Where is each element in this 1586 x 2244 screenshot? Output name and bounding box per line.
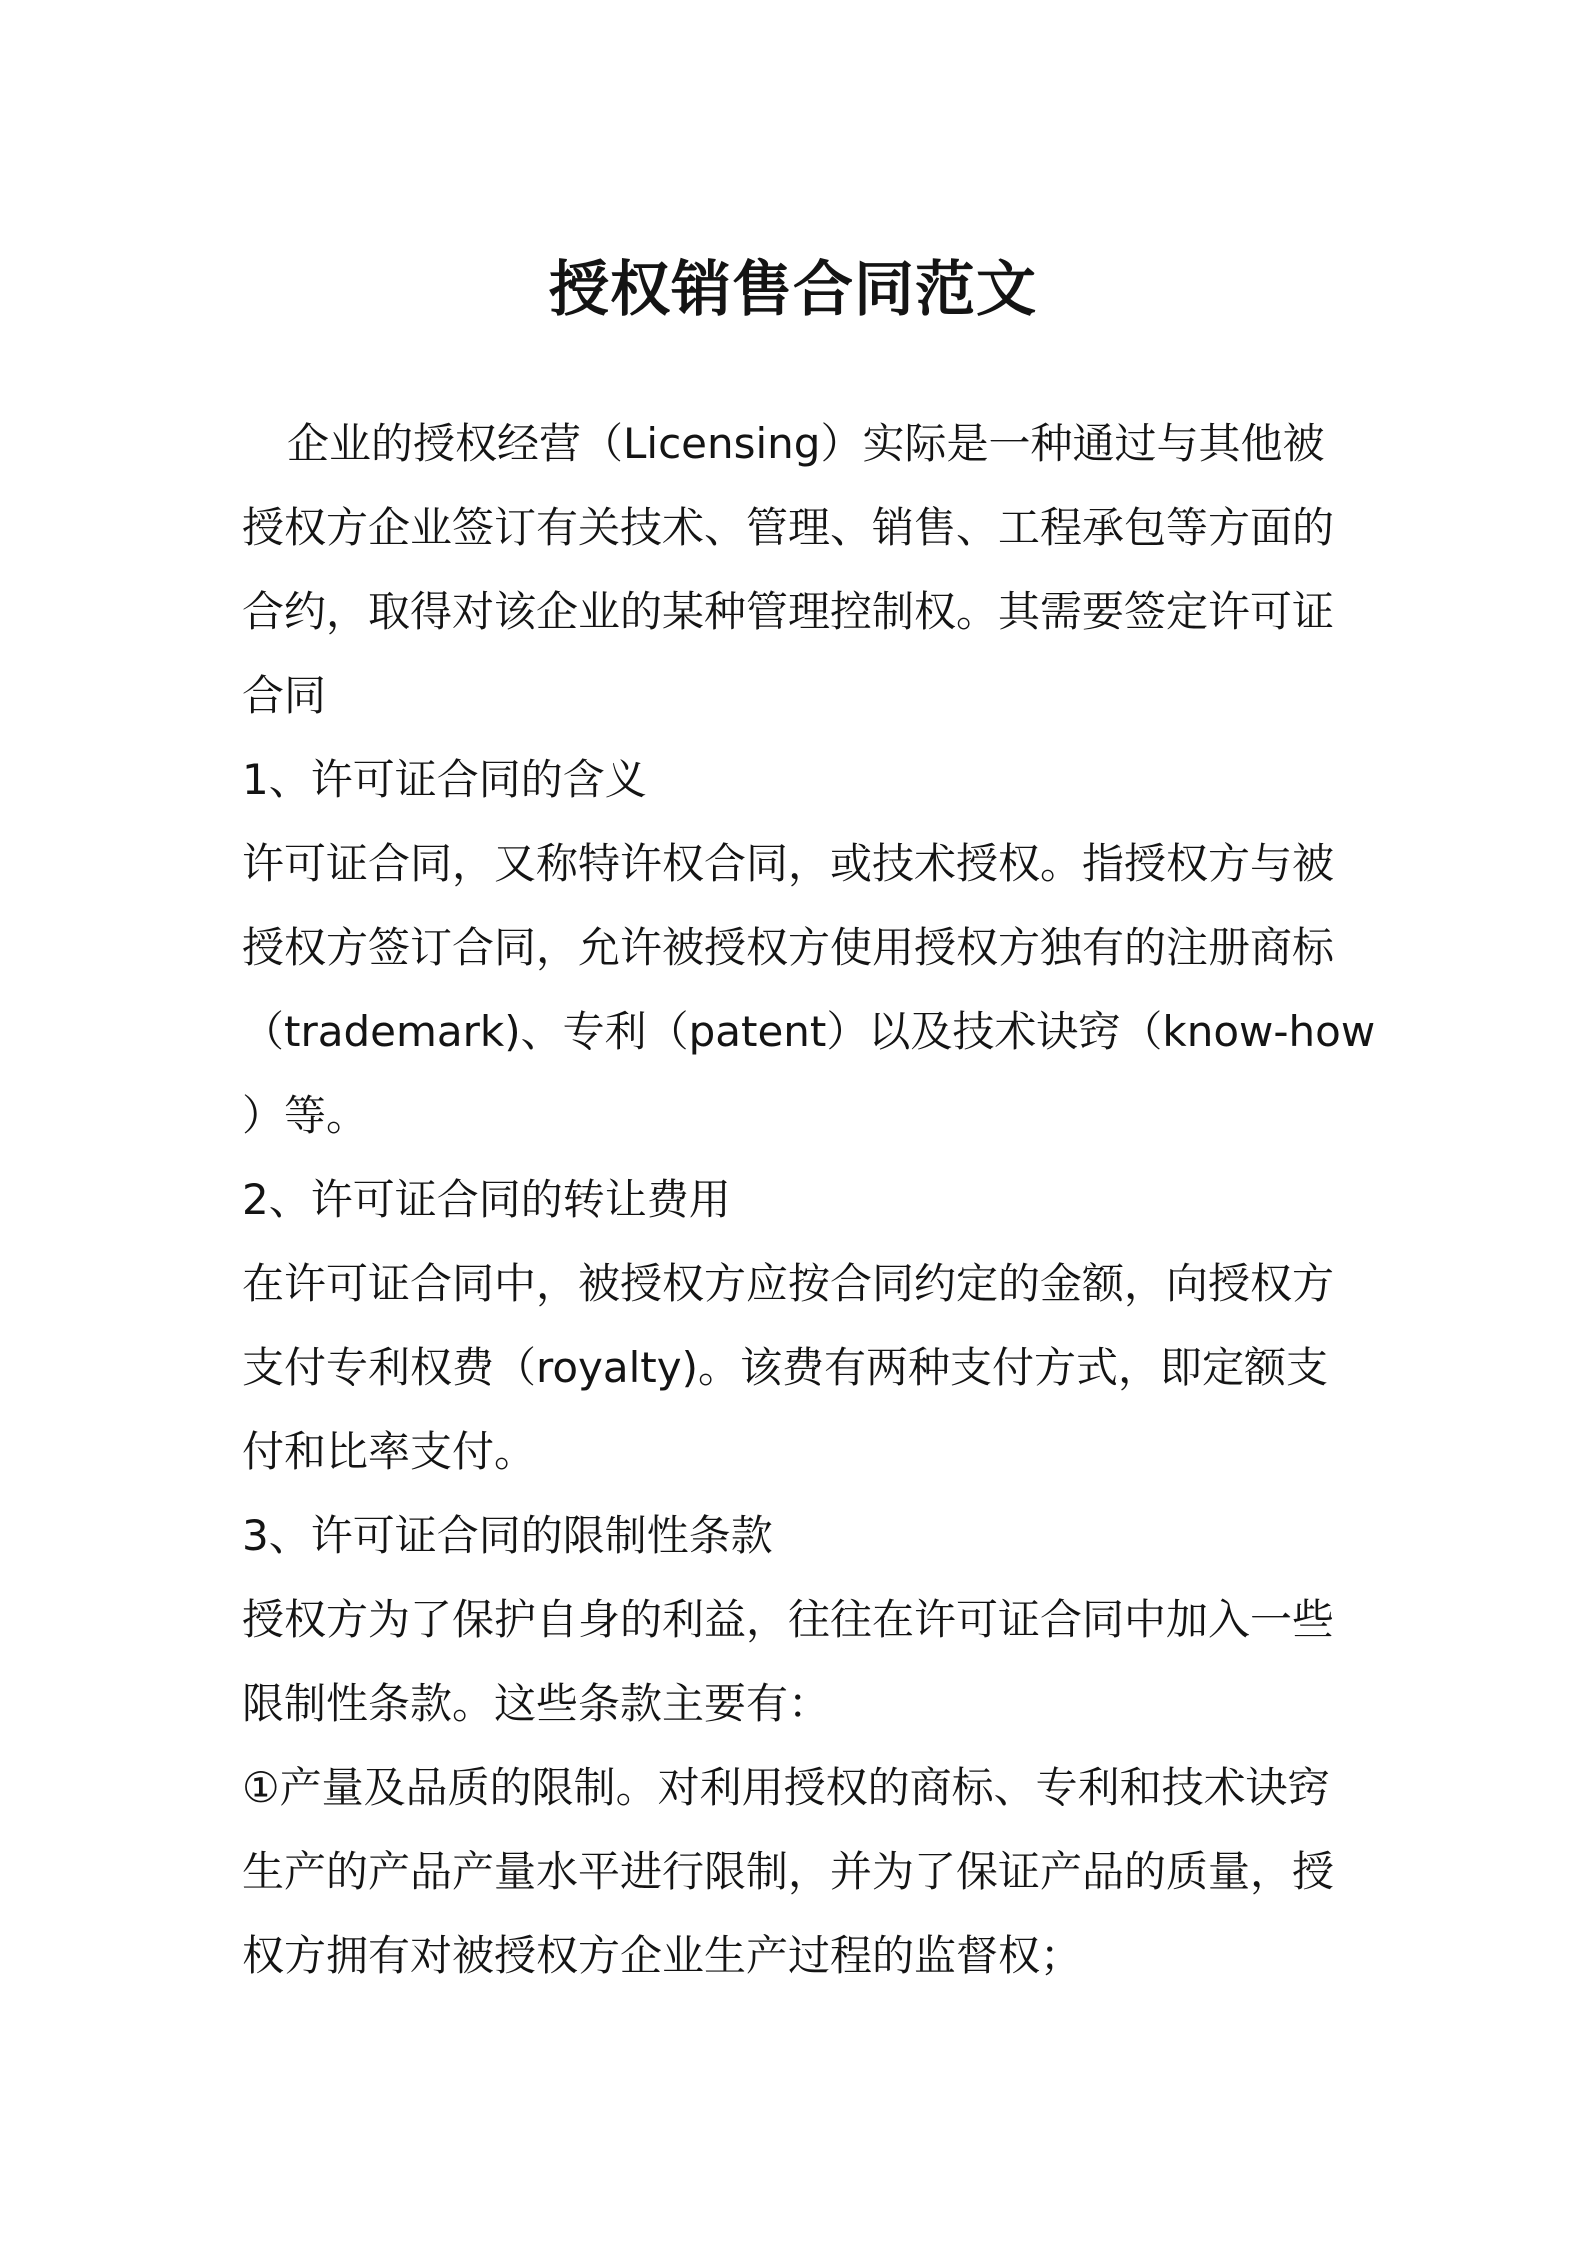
section-3-line-5: 权方拥有对被授权方企业生产过程的监督权；: [242, 1931, 1083, 1980]
document-title: 授权销售合同范文: [549, 255, 1037, 325]
paragraph-intro-line-2: 授权方企业签订有关技术、管理、销售、工程承包等方面的: [242, 503, 1335, 552]
section-1-line-1: 许可证合同，又称特许权合同，或技术授权。指授权方与被: [242, 839, 1335, 888]
section-2-line-2: 支付专利权费（royalty)。该费有两种支付方式，即定额支: [242, 1343, 1329, 1392]
section-heading-2: 2、许可证合同的转让费用: [242, 1175, 731, 1224]
section-1-line-4: ）等。: [242, 1091, 369, 1140]
section-1-line-3: （trademark)、专利（patent）以及技术诀窍（know-how: [242, 1007, 1376, 1056]
section-3-line-4: 生产的产品产量水平进行限制，并为了保证产品的质量，授: [242, 1847, 1335, 1896]
section-heading-3: 3、许可证合同的限制性条款: [242, 1511, 773, 1560]
section-1-line-2: 授权方签订合同，允许被授权方使用授权方独有的注册商标: [242, 923, 1335, 972]
section-3-line-2: 限制性条款。这些条款主要有：: [242, 1679, 831, 1728]
section-3-line-3: ①产量及品质的限制。对利用授权的商标、专利和技术诀窍: [242, 1763, 1330, 1812]
section-3-line-1: 授权方为了保护自身的利益，往往在许可证合同中加入一些: [242, 1595, 1335, 1644]
section-2-line-3: 付和比率支付。: [242, 1427, 537, 1476]
document-body: [242, 402, 1376, 1998]
paragraph-intro-line-1: 企业的授权经营（Licensing）实际是一种通过与其他被: [287, 419, 1325, 468]
paragraph-intro-line-4: 合同: [242, 671, 327, 720]
section-heading-1: 1、许可证合同的含义: [242, 755, 647, 804]
section-2-line-1: 在许可证合同中，被授权方应按合同约定的金额，向授权方: [242, 1259, 1335, 1308]
paragraph-intro-line-3: 合约，取得对该企业的某种管理控制权。其需要签定许可证: [242, 587, 1335, 636]
